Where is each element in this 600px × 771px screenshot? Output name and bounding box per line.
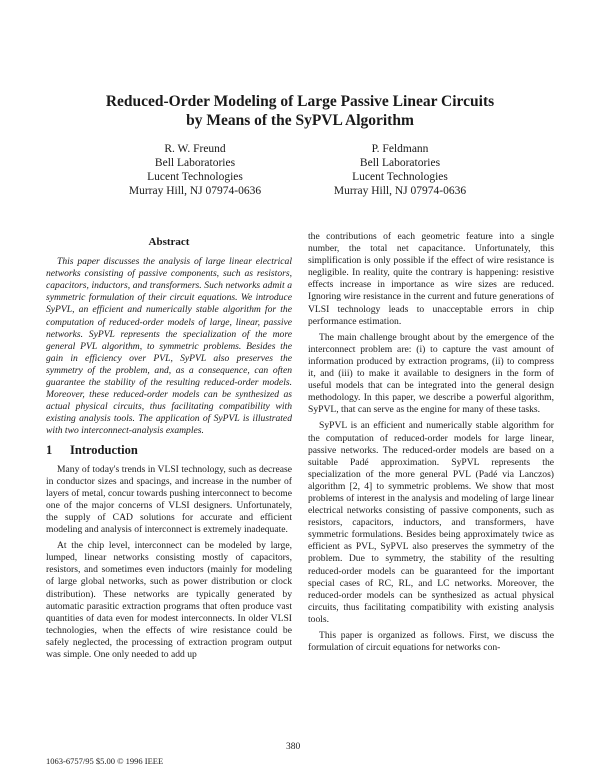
- author-org: Bell Laboratories: [154, 157, 236, 169]
- section-title: Introduction: [70, 442, 138, 457]
- author-name: R. W. Freund: [164, 143, 226, 155]
- intro-paragraph-2: At the chip level, interconnect can be modeled by large, lumped, linear networks consisting mostly of capacitors, resistors, and sometimes even inductors (mainly for modeling of large global networks, such as power distribution or clock distribution). These networks are typically generated by automatic parasitic extraction programs that often produce vast quantities of data even for modest interconnects. In older VLSI technologies, when the effects of wire resistance could be safely neglected, the processing of extraction program output was simple. One only needed to add up: [46, 540, 292, 660]
- paper-title: [60, 92, 540, 130]
- right-column: [308, 231, 554, 658]
- page-number: 380: [286, 742, 301, 752]
- abstract-heading: Abstract: [148, 236, 190, 248]
- abstract-text: This paper discusses the analysis of large linear electrical networks consisting of passive components, such as resistors, capacitors, inductors, and transformers. Such networks admit a symmetric formulation of their circuit equations. We introduce SyPVL, an efficient and numerically stable algorithm for the computation of reduced-order models of large, linear, passive networks. SyPVL represents the specialization of the more general PVL algorithm, to symmetric problems. Besides the gain in efficiency over PVL, SyPVL also preserves the symmetry of the problem, and, as a consequence, can often guarantee the stability of the resulting reduced-order models. Moreover, these reduced-order models can be synthesized as actual physical circuits, thus facilitating compatibility with existing analysis tools. The application of SyPVL is illustrated with two interconnect-analysis examples.: [46, 256, 292, 437]
- body-paragraph-3: SyPVL is an efficient and numerically stable algorithm for the computation of reduced-order models for large linear, passive networks. The reduced-order models are based on a suitable Padé approximation. SyPVL represents the specialization of the more general PVL (Padé via Lanczos) algorithm [2, 4] to symmetric problems. We show that most problems of interest in the analysis and modeling of large linear electrical networks consisting of passive components, such as resistors, capacitors, inductors, and transformers, have symmetric formulations. Besides being approximately twice as efficient as PVL, SyPVL also preserves the symmetry of the problem. Due to symmetry, the stability of the resulting reduced-order models can be guaranteed for the important special cases of RC, RL, and LC networks. Moreover, the reduced-order models can be synthesized as actual physical circuits, thus facilitating compatibility with existing analysis tools.: [308, 420, 554, 625]
- copyright-line: 1063-6757/95 $5.00 © 1996 IEEE: [46, 756, 164, 766]
- body-paragraph-4: This paper is organized as follows. First, we discuss the formulation of circuit equations for networks con-: [308, 630, 554, 654]
- body-paragraph-2: The main challenge brought about by the emergence of the interconnect problem are: (i) to capture the vast amount of information produced by extraction programs, (ii) to compress it, and (iii) to make it available to designers in the form of useful models that can be integrated into the general design methodology. In this paper, we describe a powerful algorithm, SyPVL, that can serve as the engine for many of these tasks.: [308, 331, 554, 416]
- left-column: [46, 234, 292, 665]
- body-paragraph-1: the contributions of each geometric feature into a single number, the total net capacitance. Unfortunately, this simplification is only possible if the effect of wire resistance is negligible. In reality, quite the contrary is happening: resistive effects increase in importance as wire sizes are reduced. Ignoring wire resistance in the current and future generations of VLSI technology leads to unacceptable errors in chip performance estimation.: [308, 231, 554, 327]
- author-address: Murray Hill, NJ 07974-0636: [333, 185, 467, 197]
- author-company: Lucent Technologies: [147, 171, 243, 183]
- author-address: Murray Hill, NJ 07974-0636: [128, 185, 262, 197]
- author-name: P. Feldmann: [371, 143, 429, 155]
- intro-paragraph-1: Many of today's trends in VLSI technology, such as decrease in conductor sizes and spacings, and increase in the number of layers of metal, concur towards pushing interconnect to become one of the major concerns of VLSI designers. Unfortunately, the supply of CAD solutions for accurate and efficient modeling and analysis of interconnect is extremely inadequate.: [46, 463, 292, 536]
- author-block-2: [300, 142, 500, 198]
- section-number: 1: [46, 442, 53, 457]
- author-company: Lucent Technologies: [352, 171, 448, 183]
- title-line-2: by Means of the SyPVL Algorithm: [186, 112, 414, 129]
- section-heading-introduction: [46, 444, 292, 456]
- title-line-1: Reduced-Order Modeling of Large Passive Linear Circuits: [105, 93, 495, 110]
- author-block-1: [95, 142, 295, 198]
- author-org: Bell Laboratories: [359, 157, 441, 169]
